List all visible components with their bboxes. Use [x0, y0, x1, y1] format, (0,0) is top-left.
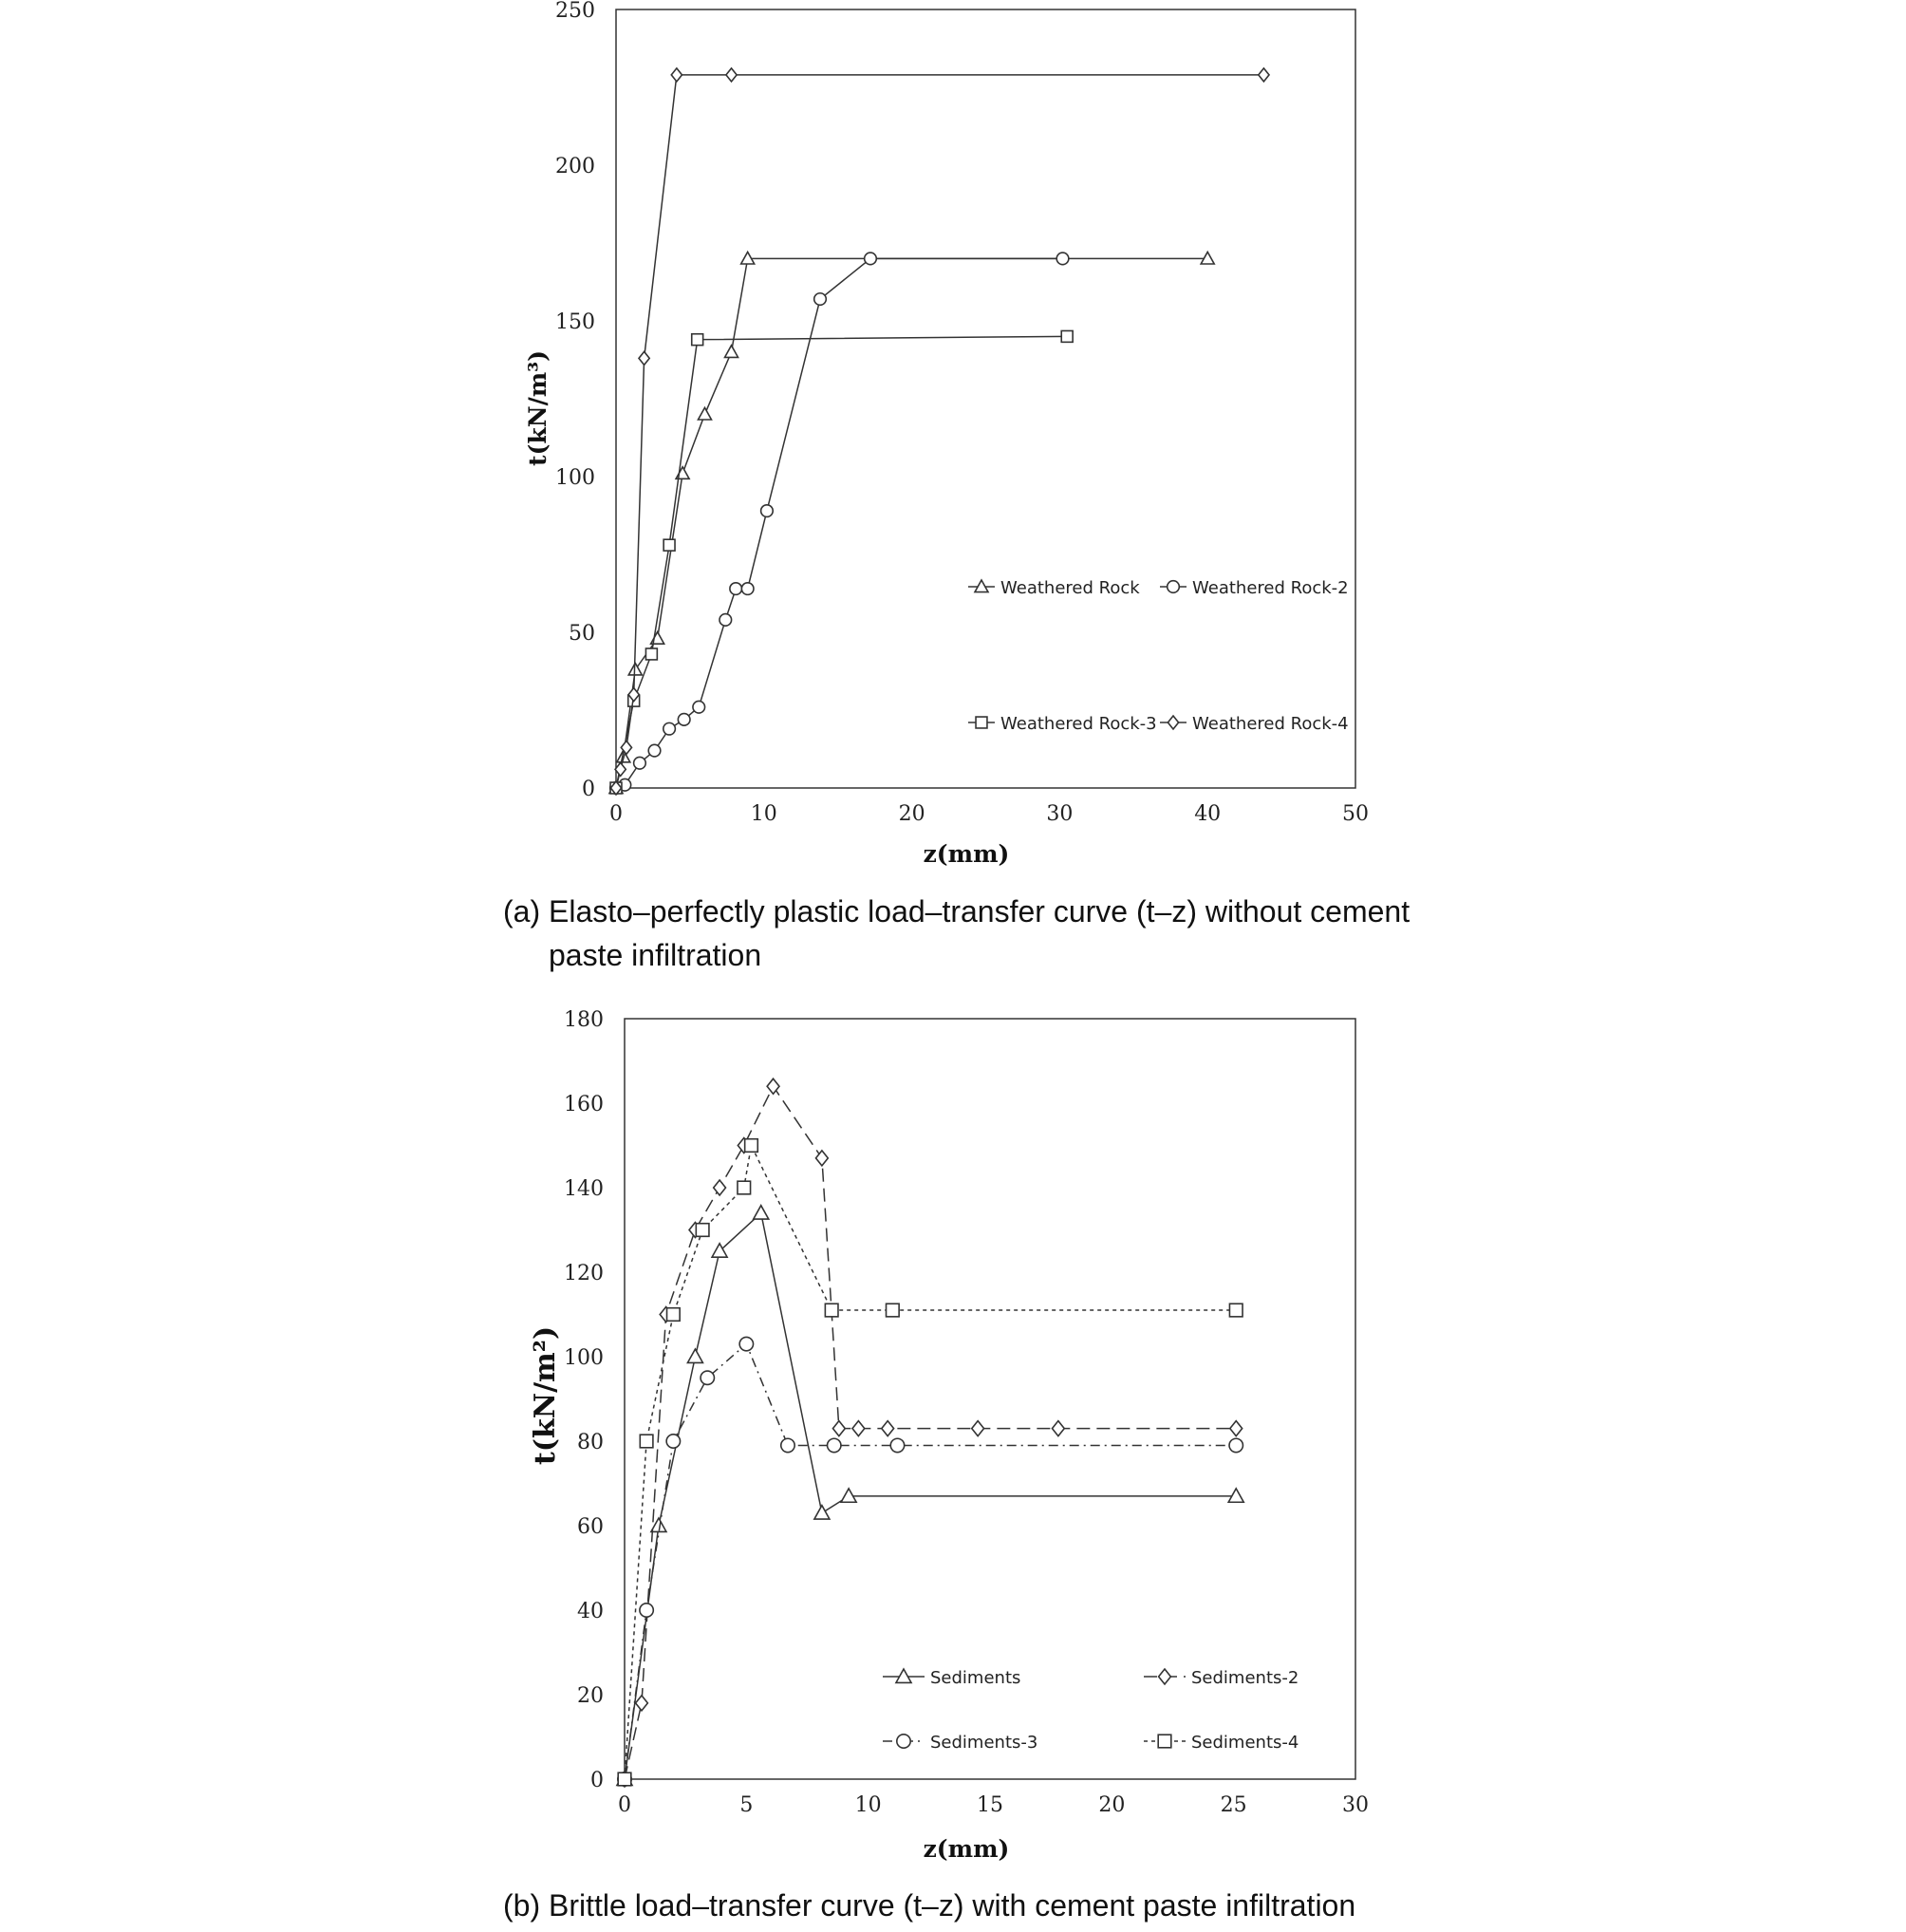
x-tick-label: 5 [739, 1793, 754, 1817]
data-point [663, 539, 675, 551]
figure-caption: (b) Brittle load–transfer curve (t–z) with cement paste infiltration [503, 1888, 1356, 1923]
plot-frame [625, 1019, 1355, 1779]
data-point [1259, 68, 1269, 82]
data-point [640, 1604, 653, 1617]
figure-caption: (a) Elasto–perfectly plastic load–transfer curve (t–z) without cement [503, 894, 1411, 928]
series-weathered-rock-2 [610, 253, 1069, 794]
x-tick-label: 25 [1220, 1793, 1247, 1817]
legend-marker [1168, 716, 1178, 729]
series-sediments-3 [618, 1337, 1243, 1786]
legend-label: Sediments-3 [930, 1733, 1038, 1753]
legend-marker [1168, 581, 1180, 593]
x-axis-title: z(mm) [923, 1835, 1010, 1863]
data-point [1061, 330, 1073, 342]
y-tick-label: 20 [577, 1684, 604, 1708]
series-line [616, 75, 1263, 788]
data-point [725, 346, 738, 358]
legend-label: Weathered Rock-3 [1000, 714, 1157, 734]
legend-entry [1144, 1733, 1299, 1753]
legend-entry [1160, 714, 1349, 734]
legend-marker [896, 1669, 911, 1682]
series-weathered-rock-4 [610, 68, 1269, 795]
x-tick-label: 50 [1342, 802, 1369, 826]
x-tick-label: 10 [854, 1793, 882, 1817]
legend-entry [883, 1668, 1020, 1688]
data-point [701, 1371, 714, 1384]
data-point [745, 1139, 758, 1153]
x-tick-label: 15 [977, 1793, 1003, 1817]
y-tick-label: 0 [590, 1769, 604, 1792]
y-tick-label: 60 [577, 1515, 604, 1539]
data-point [972, 1421, 984, 1436]
data-point [852, 1421, 865, 1436]
data-point [828, 1438, 841, 1452]
series-sediments-4 [618, 1139, 1243, 1786]
x-tick-label: 30 [1342, 1793, 1369, 1817]
figure-caption-continued: paste infiltration [549, 938, 762, 972]
legend-marker [1158, 1735, 1171, 1748]
data-point [640, 1435, 653, 1448]
data-point [730, 583, 742, 595]
series-line [625, 1344, 1236, 1779]
data-point [678, 714, 690, 726]
y-axis-title: t(kN/m²) [529, 1325, 562, 1466]
legend-entry [968, 578, 1140, 598]
x-tick-label: 0 [618, 1793, 631, 1817]
y-tick-label: 150 [555, 310, 595, 334]
y-tick-label: 120 [564, 1262, 604, 1285]
plot-frame [616, 9, 1355, 788]
y-tick-label: 40 [577, 1600, 604, 1623]
data-point [726, 68, 737, 82]
legend-entry [883, 1733, 1037, 1753]
series-sediments [617, 1206, 1243, 1786]
legend-label: Weathered Rock-2 [1192, 578, 1349, 598]
data-point [738, 1181, 751, 1194]
data-point [814, 293, 827, 306]
legend-entry [1160, 578, 1349, 598]
data-point [719, 614, 732, 627]
y-tick-label: 0 [582, 778, 595, 801]
y-tick-label: 200 [555, 155, 595, 178]
data-point [648, 744, 661, 757]
data-point [692, 334, 703, 346]
legend-label: Sediments-2 [1191, 1668, 1299, 1688]
data-point [714, 1180, 726, 1195]
data-point [671, 68, 682, 82]
y-tick-label: 100 [555, 466, 595, 490]
data-point [639, 351, 649, 365]
data-point [1228, 1489, 1243, 1502]
x-tick-label: 20 [1098, 1793, 1126, 1817]
data-point [832, 1421, 845, 1436]
y-tick-label: 250 [555, 0, 595, 23]
data-point [739, 1337, 753, 1350]
data-point [887, 1304, 900, 1317]
data-point [754, 1206, 769, 1219]
y-tick-label: 50 [569, 622, 595, 646]
data-point [1230, 1421, 1243, 1436]
y-tick-label: 160 [564, 1093, 604, 1116]
data-point [1229, 1438, 1243, 1452]
data-point [1229, 1304, 1243, 1317]
legend-entry [1144, 1668, 1299, 1688]
legend-marker [897, 1735, 910, 1748]
data-point [698, 407, 711, 420]
data-point [1052, 1421, 1064, 1436]
series-line [625, 1213, 1236, 1779]
x-tick-label: 10 [750, 802, 777, 826]
legend-marker [976, 717, 987, 728]
data-point [666, 1435, 680, 1448]
data-point [663, 722, 676, 735]
chart-panel-a [503, 0, 1410, 972]
data-point [667, 1308, 681, 1322]
data-point [1056, 253, 1069, 265]
data-point [781, 1438, 794, 1452]
data-point [814, 1506, 830, 1519]
chart-panel-b [503, 1008, 1369, 1923]
data-point [618, 1773, 631, 1786]
data-point [841, 1489, 856, 1502]
data-point [865, 253, 877, 265]
x-axis-title: z(mm) [923, 840, 1010, 868]
legend-label: Sediments [930, 1668, 1021, 1688]
legend-entry [968, 714, 1157, 734]
legend-label: Sediments-4 [1191, 1733, 1299, 1753]
legend-label: Weathered Rock-4 [1192, 714, 1349, 734]
data-point [615, 762, 626, 776]
x-tick-label: 30 [1046, 802, 1074, 826]
x-tick-label: 0 [609, 802, 623, 826]
y-tick-label: 80 [577, 1431, 604, 1454]
data-point [636, 1696, 648, 1711]
data-point [741, 583, 754, 595]
data-point [825, 1304, 838, 1317]
data-point [890, 1438, 904, 1452]
legend-label: Weathered Rock [1000, 578, 1140, 598]
y-axis-title: t(kN/m³) [524, 350, 551, 466]
data-point [634, 757, 646, 769]
data-point [761, 505, 774, 517]
y-tick-label: 100 [564, 1346, 604, 1370]
x-tick-label: 40 [1194, 802, 1222, 826]
x-tick-label: 20 [898, 802, 925, 826]
data-point [687, 1349, 702, 1362]
data-point [882, 1421, 894, 1436]
y-tick-label: 180 [564, 1008, 604, 1032]
legend-marker [1159, 1669, 1171, 1684]
data-point [645, 648, 657, 660]
data-point [693, 701, 705, 713]
y-tick-label: 140 [564, 1177, 604, 1201]
data-point [696, 1224, 709, 1237]
